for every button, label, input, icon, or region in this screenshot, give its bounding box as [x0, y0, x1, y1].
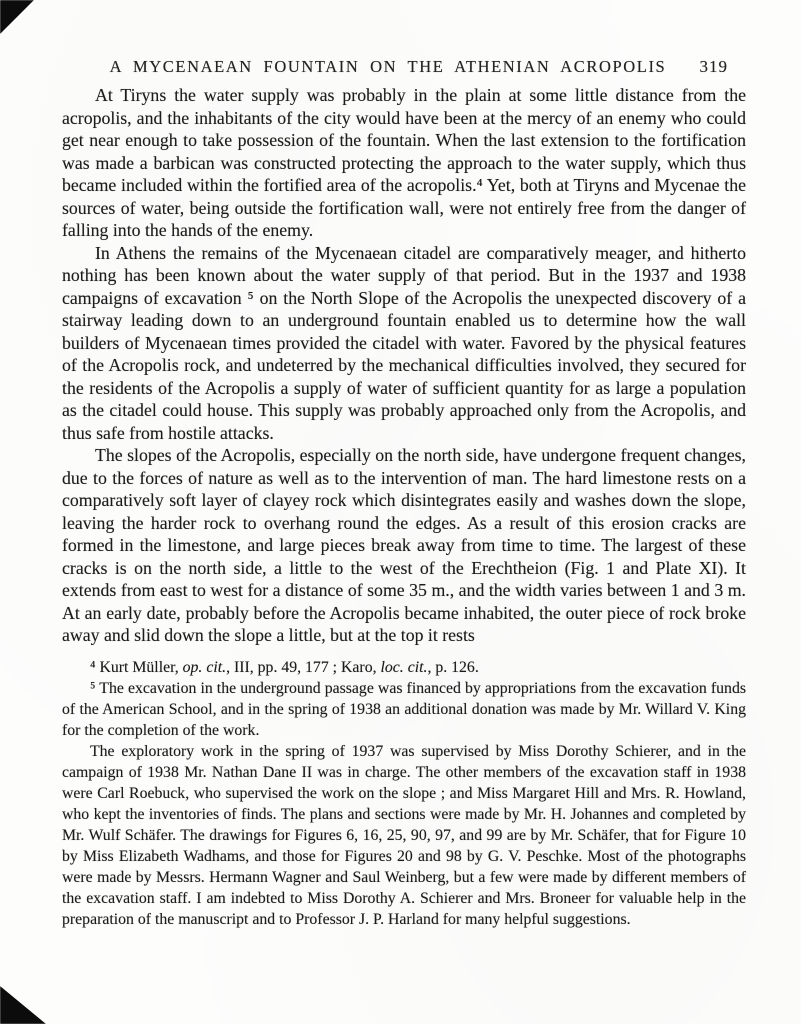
footnote-4-opcit: op. cit.	[182, 658, 227, 676]
scan-artifact-bottom-left	[0, 986, 46, 1024]
footnote-4-text: ⁴ Kurt Müller,	[90, 658, 183, 676]
page-header	[62, 57, 746, 77]
paragraph-1: At Tiryns the water supply was probably in the plain at some little distance from the acropolis, and the inhabitants of the city would have been at the mercy of an enemy who could get near enough to take possession of the fountain. When the last extension to the fortification was made a barbican was constructed protecting the approach to the water supply, which thus became included within the fortified area of the acropolis.⁴ Yet, both at Tiryns and Mycenae the sources of water, being outside the fortification wall, were not entirely free from the danger of falling into the hands of the enemy.	[62, 85, 746, 240]
footnotes-section	[62, 657, 746, 930]
footnote-4-loccit: loc. cit.	[380, 658, 428, 676]
scan-artifact-top-left	[0, 0, 34, 34]
body-text	[62, 84, 746, 647]
footnote-4	[62, 657, 746, 678]
footnote-4-text: , p. 126.	[427, 658, 479, 676]
page-number: 319	[699, 57, 728, 76]
footnote-5: ⁵ The excavation in the underground passage was financed by appropriations from the excavation funds of the American School, and in the spring of 1938 an additional donation was made by Mr. Willard V. King for the completion of the work.	[62, 679, 746, 739]
paragraph-3: The slopes of the Acropolis, especially on the north side, have undergone frequent changes, due to the forces of nature as well as to the intervention of man. The hard limestone rests on a comparatively soft layer of clayey rock which disintegrates easily and washes down the slope, leaving the harder rock to overhang round the edges. As a result of this erosion cracks are formed in the limestone, and large pieces break away from time to time. The largest of these cracks is on the north side, a little to the west of the Erechtheion (Fig. 1 and Plate XI). It extends from east to west for a distance of some 35 m., and the width varies between 1 and 3 m. At an early date, probably before the Acropolis became inhabited, the outer piece of rock broke away and slid down the slope a little, but at the top it rests	[62, 445, 746, 645]
paragraph-2: In Athens the remains of the Mycenaean citadel are comparatively meager, and hitherto nothing has been known about the water supply of that period. But in the 1937 and 1938 campaigns of excavation ⁵ on the North Slope of the Acropolis the unexpected discovery of a stairway leading down to an underground fountain enabled us to determine how the wall builders of Mycenaean times provided the citadel with water. Favored by the physical features of the Acropolis rock, and undeterred by the mechanical difficulties involved, they secured for the residents of the Acropolis a supply of water of sufficient quantity for as large a population as the citadel could house. This supply was probably approached only from the Acropolis, and thus safe from hostile attacks.	[62, 242, 746, 443]
footnote-4-text: , III, pp. 49, 177 ; Karo,	[226, 658, 381, 676]
footnote-5-continued: The exploratory work in the spring of 1937 was supervised by Miss Dorothy Schierer, and in the campaign of 1938 Mr. Nathan Dane II was in charge. The other members of the excavation staff in 1938 were Carl Roebuck, who supervised the work on the slope ; and Miss Margaret Hill and Mrs. R. Howland, who kept the inventories of finds. The plans and sections were made by Mr. H. Johannes and completed by Mr. Wulf Schäfer. The drawings for Figures 6, 16, 25, 90, 97, and 99 are by Mr. Schäfer, that for Figure 10 by Miss Elizabeth Wadhams, and those for Figures 20 and 98 by G. V. Peschke. Most of the photographs were made by Messrs. Hermann Wagner and Saul Weinberg, but a few were made by different members of the excavation staff. I am indebted to Miss Dorothy A. Schierer and Mrs. Broneer for valuable help in the preparation of the manuscript and to Professor J. P. Harland for many helpful suggestions.	[62, 742, 746, 928]
running-title: A MYCENAEAN FOUNTAIN ON THE ATHENIAN ACROPOLIS	[109, 57, 667, 76]
text-column	[62, 84, 746, 930]
